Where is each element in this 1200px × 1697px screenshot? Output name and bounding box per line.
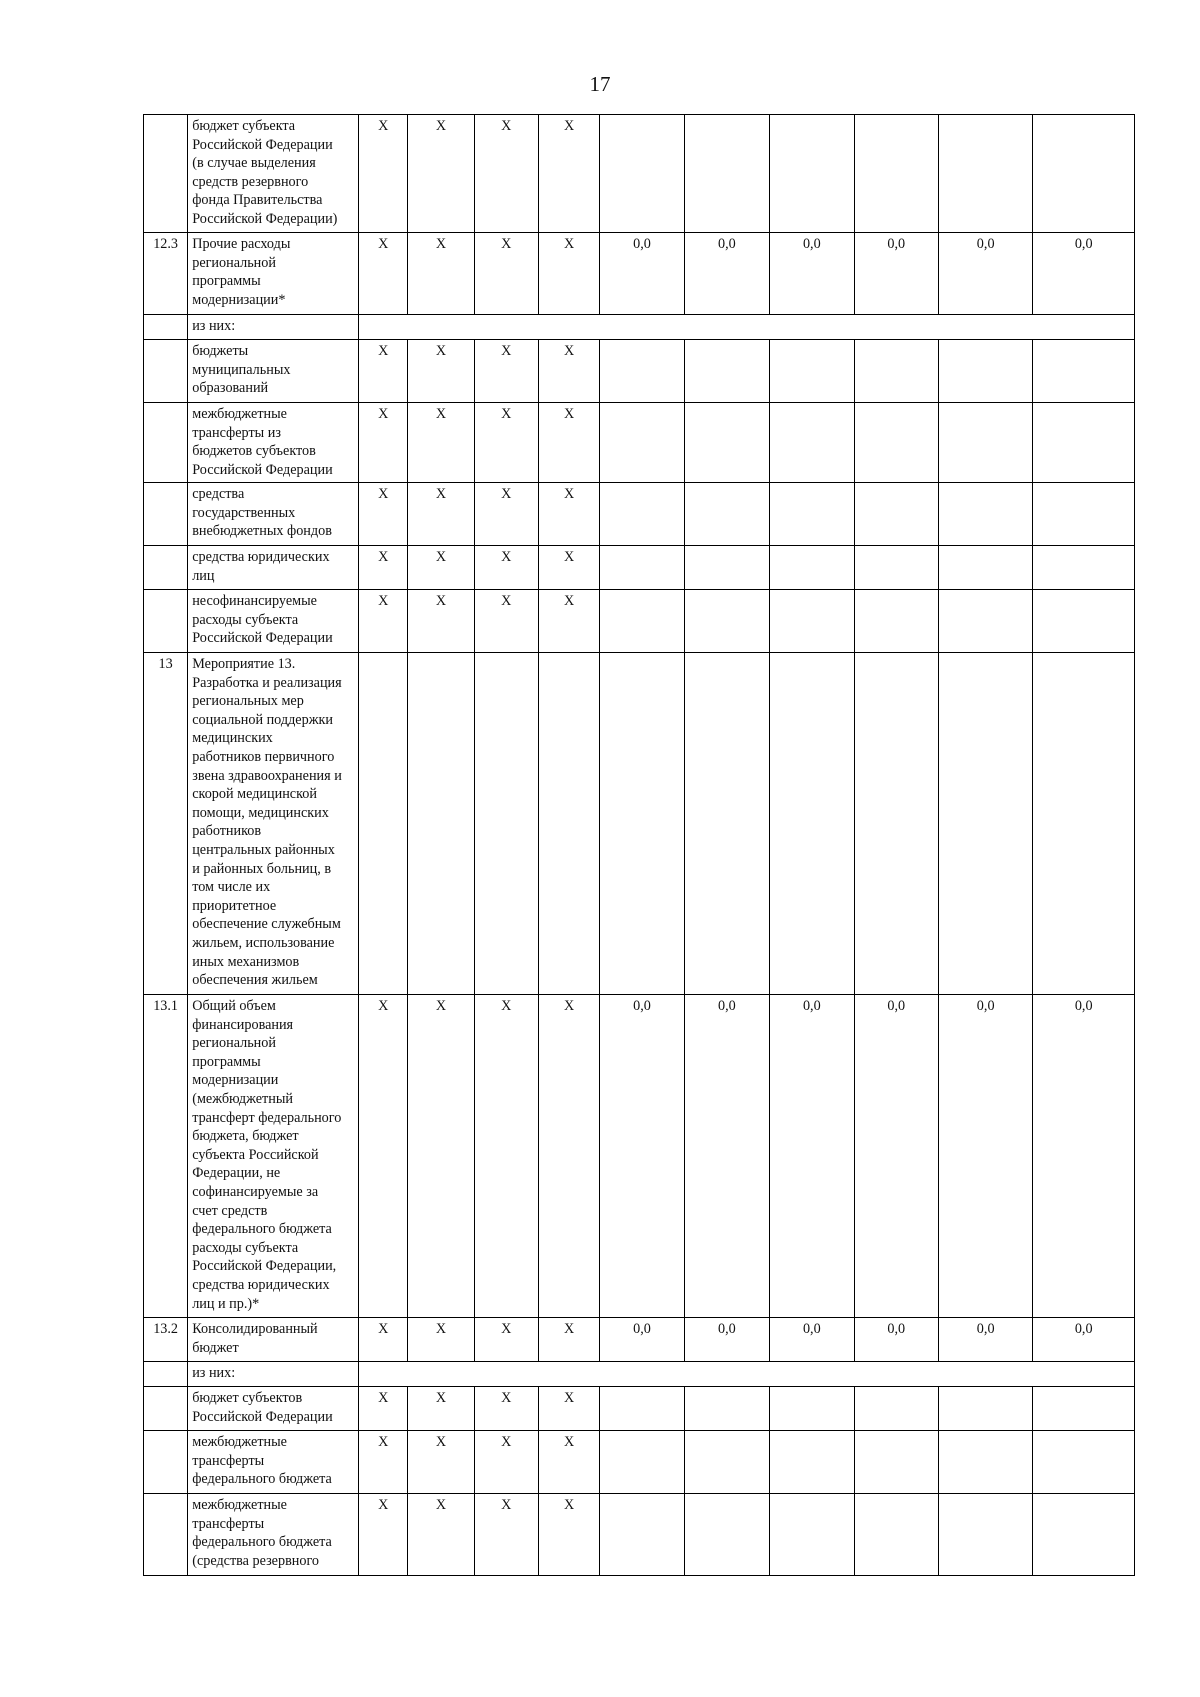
value-cell	[854, 1387, 938, 1431]
x-mark-cell: X	[474, 1318, 538, 1362]
x-mark-cell	[474, 653, 538, 995]
value-cell: 0,0	[1033, 233, 1135, 315]
value-cell	[684, 653, 769, 995]
x-mark-cell: X	[474, 483, 538, 546]
row-number-cell	[144, 1494, 188, 1576]
value-cell	[770, 403, 854, 483]
value-cell	[770, 1431, 854, 1494]
row-number-cell	[144, 340, 188, 403]
value-cell	[854, 403, 938, 483]
x-mark-cell: X	[359, 233, 408, 315]
x-mark-cell	[538, 653, 599, 995]
value-cell	[684, 115, 769, 233]
x-mark-cell: X	[359, 483, 408, 546]
value-cell	[770, 546, 854, 590]
value-cell: 0,0	[684, 995, 769, 1318]
value-cell	[938, 483, 1032, 546]
table-row	[144, 403, 1135, 483]
value-cell: 0,0	[1033, 995, 1135, 1318]
value-cell	[770, 340, 854, 403]
table-row	[144, 1494, 1135, 1576]
value-cell	[854, 590, 938, 653]
row-number-cell	[144, 483, 188, 546]
value-cell	[600, 1387, 684, 1431]
value-cell: 0,0	[684, 1318, 769, 1362]
row-label-cell: средства государственных внебюджетных фондов	[188, 483, 359, 546]
row-number-cell	[144, 590, 188, 653]
x-mark-cell: X	[359, 546, 408, 590]
value-cell	[770, 1494, 854, 1576]
row-label-cell: несофинансируемые расходы субъекта Российской Федерации	[188, 590, 359, 653]
row-label-cell: межбюджетные трансферты федерального бюджета	[188, 1431, 359, 1494]
table-row	[144, 995, 1135, 1318]
value-cell	[854, 1431, 938, 1494]
x-mark-cell: X	[538, 1387, 599, 1431]
value-cell: 0,0	[938, 233, 1032, 315]
value-cell	[1033, 546, 1135, 590]
x-mark-cell: X	[359, 115, 408, 233]
value-cell	[684, 1387, 769, 1431]
row-label-cell: средства юридических лиц	[188, 546, 359, 590]
value-cell	[600, 340, 684, 403]
x-mark-cell: X	[474, 340, 538, 403]
x-mark-cell: X	[408, 546, 474, 590]
x-mark-cell: X	[408, 233, 474, 315]
value-cell	[1033, 403, 1135, 483]
value-cell	[854, 340, 938, 403]
value-cell	[600, 546, 684, 590]
x-mark-cell: X	[359, 1431, 408, 1494]
x-mark-cell	[359, 653, 408, 995]
page-number: 17	[589, 72, 611, 96]
row-label-cell: бюджеты муниципальных образований	[188, 340, 359, 403]
value-cell	[684, 1431, 769, 1494]
value-cell	[1033, 1431, 1135, 1494]
x-mark-cell: X	[408, 1431, 474, 1494]
table-row	[144, 1362, 1135, 1387]
x-mark-cell: X	[359, 590, 408, 653]
value-cell	[770, 653, 854, 995]
value-cell: 0,0	[684, 233, 769, 315]
table-row	[144, 115, 1135, 233]
x-mark-cell: X	[408, 1387, 474, 1431]
row-number-cell: 13.2	[144, 1318, 188, 1362]
row-label-cell: из них:	[188, 315, 359, 340]
table-row	[144, 1318, 1135, 1362]
value-cell: 0,0	[600, 995, 684, 1318]
x-mark-cell: X	[474, 1494, 538, 1576]
value-cell: 0,0	[1033, 1318, 1135, 1362]
row-label-cell: Общий объем финансирования региональной программы модернизации (межбюджетный трансферт федерального бюджета, бюджет субъекта Российской Федерации, не софинансируемые за счет средств федерального бюджета расходы субъекта Российской Федерации, средства юридических лиц и пр.)*	[188, 995, 359, 1318]
x-mark-cell: X	[359, 403, 408, 483]
x-mark-cell: X	[359, 995, 408, 1318]
row-label-cell: бюджет субъектов Российской Федерации	[188, 1387, 359, 1431]
value-cell	[854, 653, 938, 995]
value-cell	[854, 1494, 938, 1576]
x-mark-cell: X	[474, 1387, 538, 1431]
row-label-cell: Консолидированный бюджет	[188, 1318, 359, 1362]
value-cell	[1033, 653, 1135, 995]
x-mark-cell: X	[538, 1494, 599, 1576]
row-label-cell: межбюджетные трансферты федерального бюджета (средства резервного	[188, 1494, 359, 1576]
value-cell	[600, 1431, 684, 1494]
x-mark-cell: X	[474, 403, 538, 483]
value-cell	[600, 483, 684, 546]
table-row	[144, 1431, 1135, 1494]
value-cell	[770, 115, 854, 233]
row-number-cell	[144, 1362, 188, 1387]
x-mark-cell: X	[408, 590, 474, 653]
x-mark-cell: X	[538, 1431, 599, 1494]
row-number-cell: 13.1	[144, 995, 188, 1318]
value-cell	[938, 590, 1032, 653]
value-cell	[600, 590, 684, 653]
table-row	[144, 315, 1135, 340]
x-mark-cell: X	[538, 546, 599, 590]
value-cell	[938, 546, 1032, 590]
value-cell: 0,0	[938, 995, 1032, 1318]
value-cell	[600, 115, 684, 233]
x-mark-cell: X	[408, 340, 474, 403]
row-label-cell: межбюджетные трансферты из бюджетов субъектов Российской Федерации	[188, 403, 359, 483]
x-mark-cell	[408, 653, 474, 995]
x-mark-cell: X	[538, 483, 599, 546]
value-cell	[938, 653, 1032, 995]
value-cell	[1033, 1387, 1135, 1431]
table-row	[144, 653, 1135, 995]
x-mark-cell: X	[538, 590, 599, 653]
row-label-cell: Прочие расходы региональной программы модернизации*	[188, 233, 359, 315]
value-cell	[938, 1387, 1032, 1431]
value-cell	[938, 340, 1032, 403]
row-label-cell: из них:	[188, 1362, 359, 1387]
row-number-cell	[144, 315, 188, 340]
value-cell	[938, 1494, 1032, 1576]
financing-table	[143, 114, 1135, 1576]
row-label-cell: бюджет субъекта Российской Федерации (в случае выделения средств резервного фонда Правительства Российской Федерации)	[188, 115, 359, 233]
value-cell	[1033, 340, 1135, 403]
value-cell: 0,0	[770, 995, 854, 1318]
row-number-cell	[144, 546, 188, 590]
value-cell	[600, 653, 684, 995]
row-number-cell	[144, 1431, 188, 1494]
row-number-cell	[144, 1387, 188, 1431]
x-mark-cell: X	[474, 590, 538, 653]
x-mark-cell: X	[538, 233, 599, 315]
x-mark-cell: X	[538, 995, 599, 1318]
value-cell	[1033, 590, 1135, 653]
value-cell: 0,0	[770, 233, 854, 315]
value-cell	[854, 115, 938, 233]
value-cell	[1033, 483, 1135, 546]
value-cell	[1033, 1494, 1135, 1576]
x-mark-cell: X	[359, 340, 408, 403]
value-cell	[684, 483, 769, 546]
x-mark-cell: X	[408, 115, 474, 233]
x-mark-cell: X	[538, 340, 599, 403]
value-cell	[684, 340, 769, 403]
x-mark-cell: X	[538, 115, 599, 233]
table-row	[144, 546, 1135, 590]
table-row	[144, 340, 1135, 403]
x-mark-cell: X	[474, 115, 538, 233]
row-number-cell	[144, 403, 188, 483]
x-mark-cell: X	[408, 403, 474, 483]
row-label-cell: Мероприятие 13. Разработка и реализация региональных мер социальной поддержки медицинских работников первичного звена здравоохранения и скорой медицинской помощи, медицинских работников центральных районных и районных больниц, в том числе их приоритетное обеспечение служебным жильем, использование иных механизмов обеспечения жильем	[188, 653, 359, 995]
x-mark-cell: X	[408, 995, 474, 1318]
value-cell: 0,0	[600, 233, 684, 315]
x-mark-cell: X	[408, 1494, 474, 1576]
x-mark-cell: X	[359, 1494, 408, 1576]
value-cell: 0,0	[854, 1318, 938, 1362]
value-cell: 0,0	[770, 1318, 854, 1362]
table-row	[144, 233, 1135, 315]
value-cell	[854, 546, 938, 590]
value-cell	[600, 1494, 684, 1576]
row-number-cell: 12.3	[144, 233, 188, 315]
value-cell: 0,0	[600, 1318, 684, 1362]
x-mark-cell: X	[408, 483, 474, 546]
value-cell	[938, 1431, 1032, 1494]
value-cell	[600, 403, 684, 483]
x-mark-cell: X	[359, 1318, 408, 1362]
value-cell	[938, 403, 1032, 483]
spanning-empty-cell	[359, 1362, 1135, 1387]
x-mark-cell: X	[474, 233, 538, 315]
value-cell: 0,0	[854, 995, 938, 1318]
value-cell: 0,0	[854, 233, 938, 315]
value-cell: 0,0	[938, 1318, 1032, 1362]
value-cell	[684, 546, 769, 590]
value-cell	[854, 483, 938, 546]
x-mark-cell: X	[474, 1431, 538, 1494]
value-cell	[684, 590, 769, 653]
value-cell	[684, 1494, 769, 1576]
row-number-cell	[144, 115, 188, 233]
x-mark-cell: X	[359, 1387, 408, 1431]
spanning-empty-cell	[359, 315, 1135, 340]
x-mark-cell: X	[474, 995, 538, 1318]
value-cell	[770, 590, 854, 653]
table-row	[144, 590, 1135, 653]
x-mark-cell: X	[538, 1318, 599, 1362]
table-row	[144, 1387, 1135, 1431]
x-mark-cell: X	[538, 403, 599, 483]
value-cell	[684, 403, 769, 483]
table-row	[144, 483, 1135, 546]
value-cell	[770, 483, 854, 546]
value-cell	[770, 1387, 854, 1431]
x-mark-cell: X	[474, 546, 538, 590]
table-body	[144, 115, 1135, 1576]
value-cell	[938, 115, 1032, 233]
row-number-cell: 13	[144, 653, 188, 995]
x-mark-cell: X	[408, 1318, 474, 1362]
value-cell	[1033, 115, 1135, 233]
